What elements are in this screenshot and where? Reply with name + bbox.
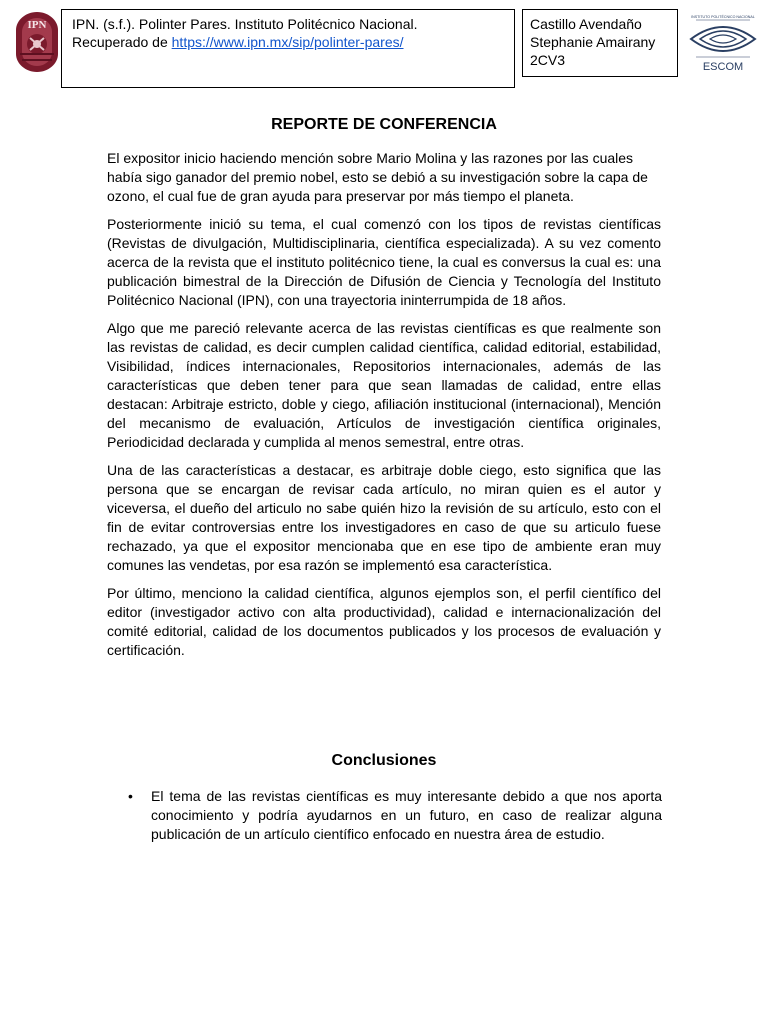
citation-prefix: Recuperado de — [72, 34, 172, 50]
list-item — [106, 787, 662, 844]
conclusion-text: El tema de las revistas científicas es muy interesante debido a que nos aporta conocimiento y podría ayudarnos en un futuro, en caso de realizar alguna publicación de un artículo científico enfocado en nuestra área de estudio. — [151, 788, 662, 842]
svg-text:INSTITUTO POLITÉCNICO NACIONAL: INSTITUTO POLITÉCNICO NACIONAL — [691, 15, 755, 19]
paragraph-5: Por último, menciono la calidad científica, algunos ejemplos son, el perfil científico del editor (investigador activo con alta productividad), calidad e internacionalización del comité editorial, calidad de los documentos publicados y los procesos de evaluación y certificación. — [107, 585, 661, 658]
citation-line-2 — [72, 33, 504, 51]
author-group: 2CV3 — [530, 52, 566, 68]
citation-link[interactable]: https://www.ipn.mx/sip/polinter-pares/ — [171, 34, 404, 50]
ipn-logo — [14, 10, 60, 74]
paragraph-3: Algo que me pareció relevante acerca de las revistas científicas es que realmente son las revistas de calidad, es decir cumplen calidad científica, calidad editorial, estabilidad, Visibilidad, índices internacionales, Repositorios internacionales, además de las características que deben tener para que sean llamadas de calidad, entre ellas destacan: Arbitraje estricto, doble y ciego, afiliación institucional (internacional), Mención del mecanismo de evaluación, Artículos de investigación científica originales, Periodicidad declarada y cumplida al menos semestral, entre otras. — [107, 320, 661, 450]
svg-text:IPN: IPN — [27, 19, 47, 31]
report-title: REPORTE DE CONFERENCIA — [271, 116, 497, 133]
paragraph-2: Posteriormente inició su tema, el cual comenzó con los tipos de revistas científicas (Revistas de divulgación, Multidisciplinaria, científica especializada). A su vez comento acerca de la revista que el instituto politécnico tiene, la cual es conversus la cual es: una publicación bimestral de la Dirección de Difusión de Ciencia y Tecnología del Instituto Politécnico Nacional (IPN), con una trayectoria ininterrumpida de 18 años. — [107, 216, 661, 308]
escom-logo — [686, 11, 760, 75]
conclusions-list — [106, 787, 662, 844]
paragraph-1: El expositor inicio haciendo mención sobre Mario Molina y las razones por las cuales había sigo ganador del premio nobel, esto se debió a su investigación sobre la capa de ozono, el cual fue de gran ayuda para preservar por más tiempo el planeta. — [107, 150, 648, 204]
bullet-icon: • — [128, 788, 133, 804]
author-box — [522, 9, 678, 77]
citation-line-1: IPN. (s.f.). Polinter Pares. Instituto Politécnico Nacional. — [72, 16, 418, 32]
report-body — [107, 149, 661, 669]
author-surname: Castillo Avendaño — [530, 16, 642, 32]
author-name: Stephanie Amairany — [530, 34, 656, 50]
svg-text:ESCOM: ESCOM — [702, 61, 744, 73]
paragraph-4: Una de las características a destacar, es arbitraje doble ciego, esto significa que las persona que se encargan de revisar cada artículo, no miran quien es el autor y viceversa, el dueño del articulo no sabe quién hizo la revisión de su artículo, esto con el fin de evitar controversias entre los investigadores en caso de que su articulo fuese rechazado, ya que el expositor mencionaba que en ese tipo de ambiente eran muy comunes las vendetas, por esa razón se implementó esa característica. — [107, 462, 661, 573]
conclusions-title: Conclusiones — [331, 752, 437, 769]
citation-box — [61, 9, 515, 88]
